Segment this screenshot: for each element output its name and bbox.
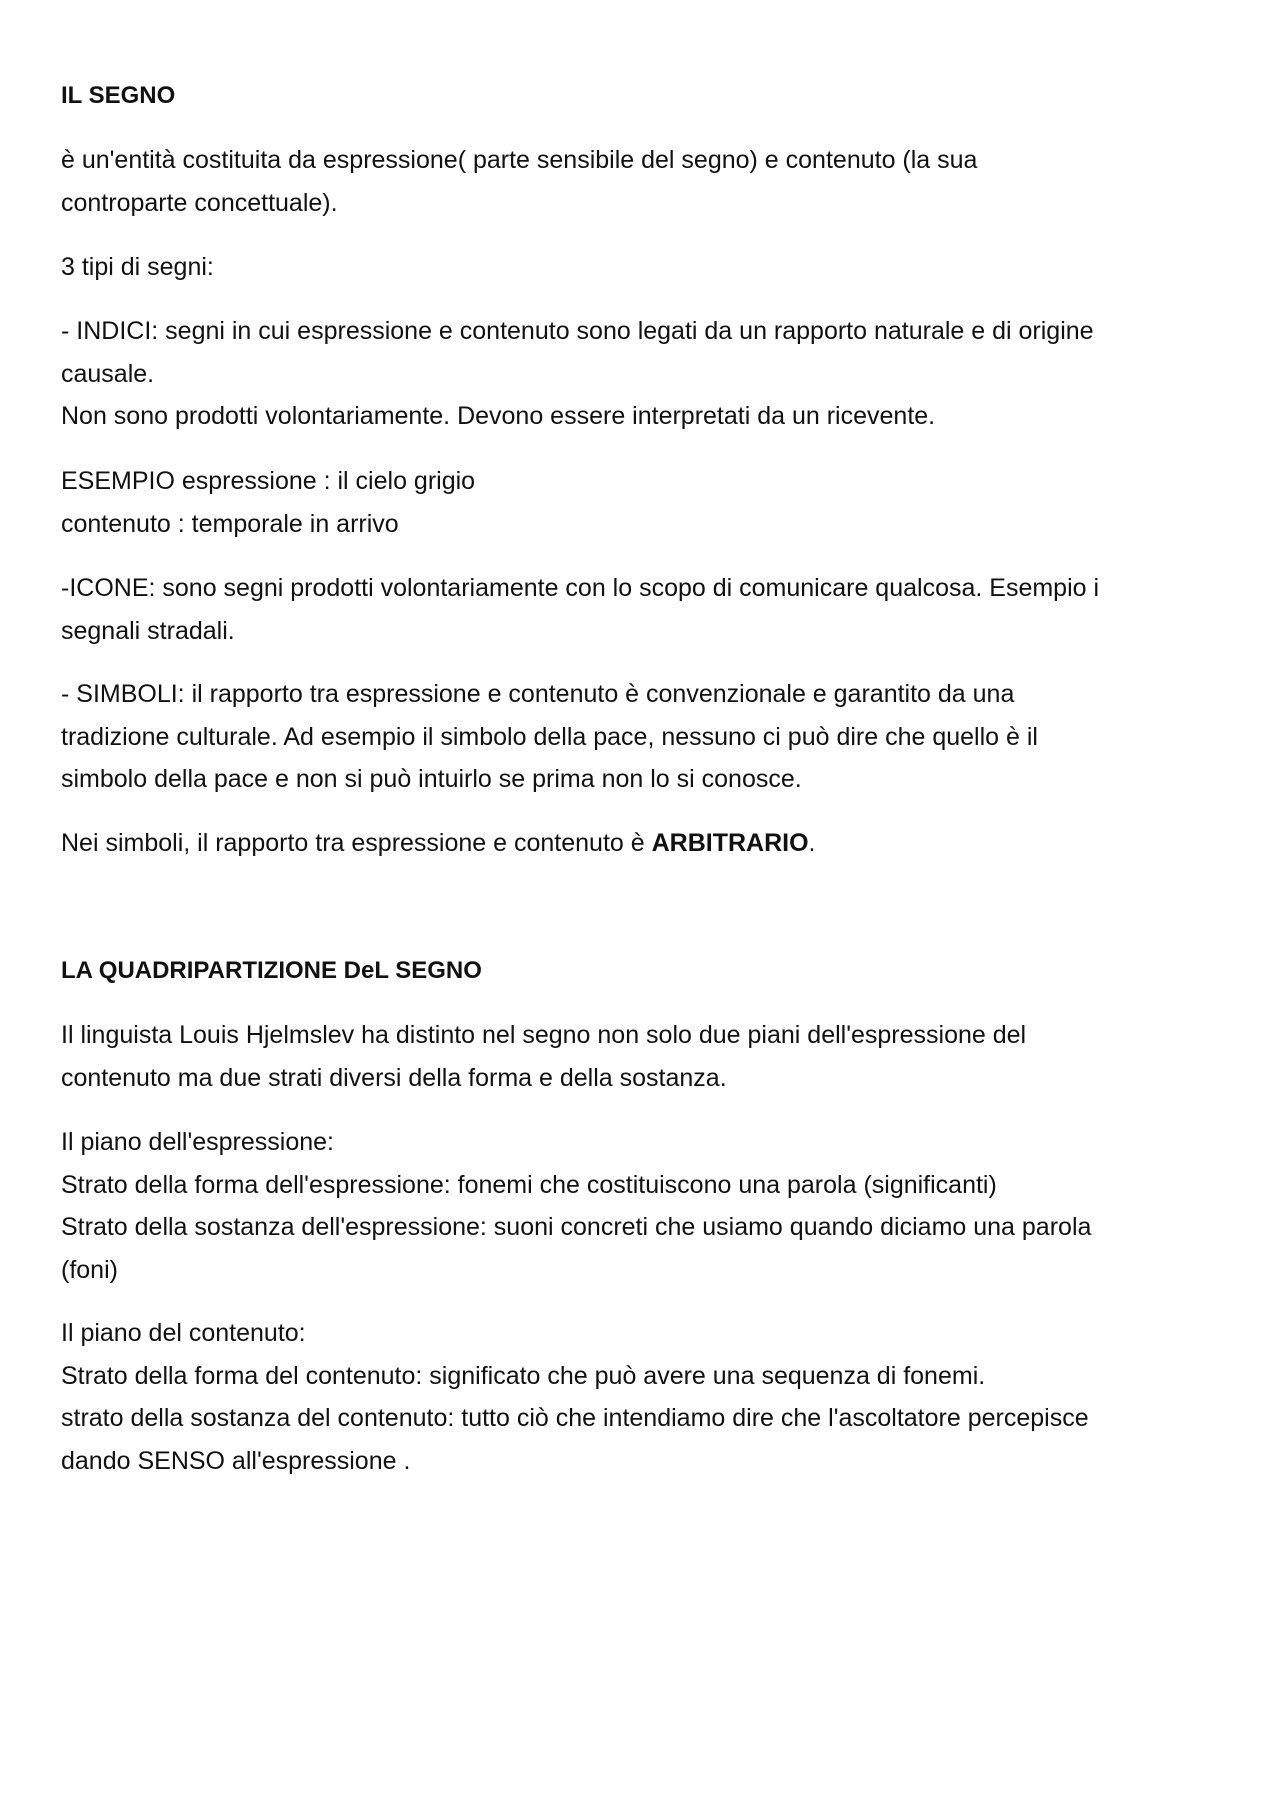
text-line: Strato della forma del contenuto: significato che può avere una sequenza di fonemi. — [61, 1361, 986, 1390]
section-title-il-segno: IL SEGNO — [61, 82, 176, 109]
paragraph-types-intro — [61, 246, 214, 289]
text-line: Non sono prodotti volontariamente. Devono essere interpretati da un ricevente. — [61, 402, 936, 430]
text-line: Il piano del contenuto: — [61, 1319, 306, 1347]
section-title-quadripartizione: LA QUADRIPARTIZIONE DeL SEGNO — [61, 957, 482, 984]
text-line: (foni) — [61, 1255, 118, 1284]
text-line: è un'entità costituita da espressione( parte sensibile del segno) e contenuto (la sua — [61, 146, 978, 174]
paragraph-definition — [61, 139, 977, 224]
text-line: contenuto ma due strati diversi della forma e della sostanza. — [61, 1063, 727, 1092]
arbitrary-prefix: Nei simboli, il rapporto tra espressione e contenuto è — [61, 829, 652, 857]
text-line: 3 tipi di segni: — [61, 253, 214, 281]
text-line: simbolo della pace e non si può intuirlo se prima non lo si conosce. — [61, 765, 802, 793]
text-line: Il piano dell'espressione: — [61, 1128, 334, 1156]
paragraph-arbitrary — [61, 822, 815, 865]
text-line: Il linguista Louis Hjelmslev ha distinto nel segno non solo due piani dell'espressione del — [61, 1021, 1027, 1049]
text-line: tradizione culturale. Ad esempio il simbolo della pace, nessuno ci può dire che quello è il — [61, 722, 1038, 751]
text-line: causale. — [61, 359, 155, 388]
text-line: segnali stradali. — [61, 616, 235, 645]
paragraph-icone — [61, 567, 1099, 652]
paragraph-indici — [61, 310, 1094, 438]
paragraph-piano-contenuto — [61, 1312, 1089, 1482]
text-line: ESEMPIO espressione : il cielo grigio — [61, 467, 476, 495]
text-line: Strato della forma dell'espressione: fonemi che costituiscono una parola (significanti) — [61, 1170, 997, 1199]
paragraph-piano-espressione — [61, 1121, 1091, 1291]
arbitrary-suffix: . — [808, 829, 816, 857]
text-line: controparte concettuale). — [61, 188, 338, 217]
paragraph-example — [61, 460, 475, 545]
text-line: dando SENSO all'espressione . — [61, 1446, 411, 1475]
text-line: contenuto : temporale in arrivo — [61, 509, 399, 538]
text-line: strato della sostanza del contenuto: tutto ciò che intendiamo dire che l'ascoltatore percepisce — [61, 1404, 1089, 1432]
text-line: - SIMBOLI: il rapporto tra espressione e contenuto è convenzionale e garantito da una — [61, 680, 1015, 708]
text-line — [61, 822, 815, 865]
text-line: -ICONE: sono segni prodotti volontariamente con lo scopo di comunicare qualcosa. Esempio i — [61, 574, 1100, 602]
arbitrary-bold-word: ARBITRARIO — [651, 829, 809, 857]
paragraph-hjelmslev-intro — [61, 1014, 1026, 1099]
text-line: - INDICI: segni in cui espressione e contenuto sono legati da un rapporto naturale e di origine — [61, 317, 1094, 345]
paragraph-simboli — [61, 673, 1038, 801]
text-line: Strato della sostanza dell'espressione: suoni concreti che usiamo quando diciamo una parola — [61, 1213, 1092, 1241]
